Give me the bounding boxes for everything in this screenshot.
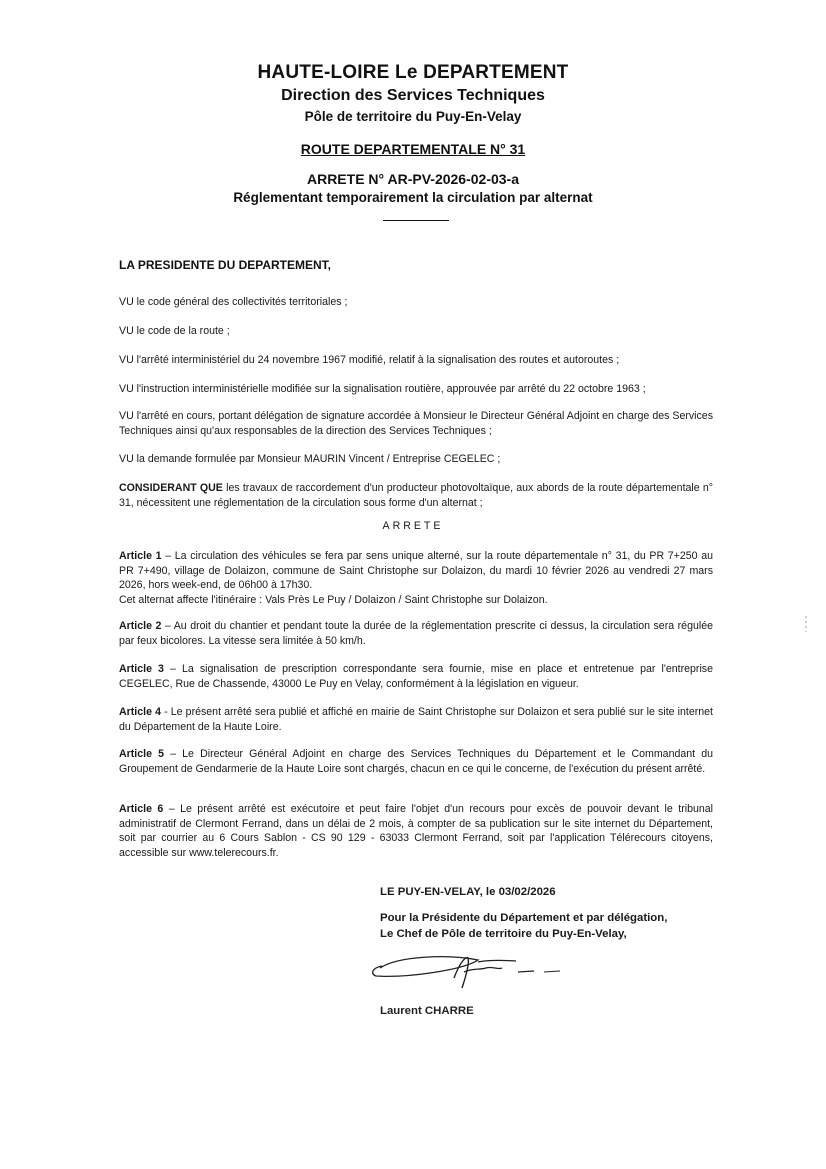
arrete-number: ARRETE N° AR-PV-2026-02-03-a: [306, 171, 520, 187]
article-text: – Le Directeur Général Adjoint en charge des Services Techniques du Département et le Commandant du Groupement de Gendarmerie de la Haute Loire sont chargés, chacun en ce qui le concerne, de l'exécution du présent arrêté.: [119, 748, 713, 775]
article-1: [119, 549, 713, 607]
pole-heading: Pôle de territoire du Puy-En-Velay: [304, 109, 522, 124]
article-text: – Au droit du chantier et pendant toute la durée de la réglementation prescrite ci dessus, la circulation sera régulée par feux bicolores. La vitesse sera limitée à 50 km/h.: [119, 620, 713, 647]
article-label: Article 2: [119, 620, 162, 632]
considerant-paragraph: [119, 481, 713, 510]
chef-line: Le Chef de Pôle de territoire du Puy-En-Velay,: [380, 928, 627, 940]
article-text: – La signalisation de prescription correspondante sera fournie, mise en place et entretenue par l'entreprise CEGELEC, Rue de Chassende, 43000 Le Puy en Velay, conformément à la législation en vigueur.: [119, 663, 713, 690]
article-text: - Le présent arrêté sera publié et affiché en mairie de Saint Christophe sur Dolaizon et sera publié sur le site internet du Département de la Haute Loire.: [119, 706, 713, 733]
article-5: [119, 747, 713, 776]
president-line: LA PRESIDENTE DU DEPARTEMENT,: [119, 258, 332, 272]
article-text: – Le présent arrêté est exécutoire et peut faire l'objet d'un recours pour excès de pouvoir devant le tribunal administratif de Clermont Ferrand, dans un délai de 2 mois, à compter de sa publication sur le site internet du Département, soit par courrier au 6 Cours Sablon - CS 90 129 - 63033 Clermont Ferrand, soit par l'application Télérecours citoyens, accessible sur www.telerecours.fr.: [119, 803, 713, 859]
title-divider: [383, 220, 449, 221]
vu-item: VU le code général des collectivités territoriales ;: [119, 296, 348, 308]
article-6: [119, 802, 713, 860]
direction-heading: Direction des Services Techniques: [281, 87, 545, 104]
scan-edge-mark: [804, 616, 808, 632]
article-label: Article 3: [119, 663, 164, 675]
vu-item: VU le code de la route ;: [119, 325, 230, 337]
article-extra: Cet alternat affecte l'itinéraire : Vals Près Le Puy / Dolaizon / Saint Christophe sur Dolaizon.: [119, 593, 548, 606]
delegation-line: Pour la Présidente du Département et par délégation,: [380, 912, 668, 924]
vu-item: VU l'arrêté en cours, portant délégation de signature accordée à Monsieur le Directeur Général Adjoint en charge des Services Techniques ainsi qu'aux responsables de la direction des Services Techniques ;: [119, 410, 713, 437]
arrete-word: ARRETE: [382, 520, 444, 532]
article-label: Article 4: [119, 706, 161, 718]
article-4: [119, 705, 713, 734]
article-label: Article 6: [119, 803, 164, 815]
article-label: Article 5: [119, 748, 164, 760]
arrete-subject: Réglementant temporairement la circulation par alternat: [233, 190, 593, 205]
vu-item: VU la demande formulée par Monsieur MAURIN Vincent / Entreprise CEGELEC ;: [119, 453, 501, 465]
vu-item: VU l'arrêté interministériel du 24 novembre 1967 modifié, relatif à la signalisation des routes et autoroutes ;: [119, 354, 620, 366]
article-2: [119, 619, 713, 648]
article-text: – La circulation des véhicules se fera par sens unique alterné, sur la route départementale n° 31, du PR 7+250 au PR 7+490, village de Dolaizon, commune de Saint Christophe sur Dolaizon, du mardi 10 février 2026 au vendredi 27 mars 2026, hors week-end, de 06h00 à 17h30.: [119, 550, 713, 592]
department-heading: HAUTE-LOIRE Le DEPARTEMENT: [257, 62, 569, 83]
considerant-text: les travaux de raccordement d'un producteur photovoltaïque, aux abords de la route départementale n° 31, nécessitent une réglementation de la circulation sous forme d'un alternat ;: [119, 482, 713, 509]
article-label: Article 1: [119, 550, 162, 562]
route-heading: ROUTE DEPARTEMENTALE N° 31: [300, 141, 526, 157]
place-date: LE PUY-EN-VELAY, le 03/02/2026: [380, 886, 556, 898]
article-3: [119, 662, 713, 691]
considerant-label: CONSIDERANT QUE: [119, 482, 223, 494]
signatory-name: Laurent CHARRE: [380, 1005, 474, 1017]
handwritten-signature: [368, 948, 568, 992]
vu-item: VU l'instruction interministérielle modifiée sur la signalisation routière, approuvée par arrêté du 22 octobre 1963 ;: [119, 383, 646, 395]
